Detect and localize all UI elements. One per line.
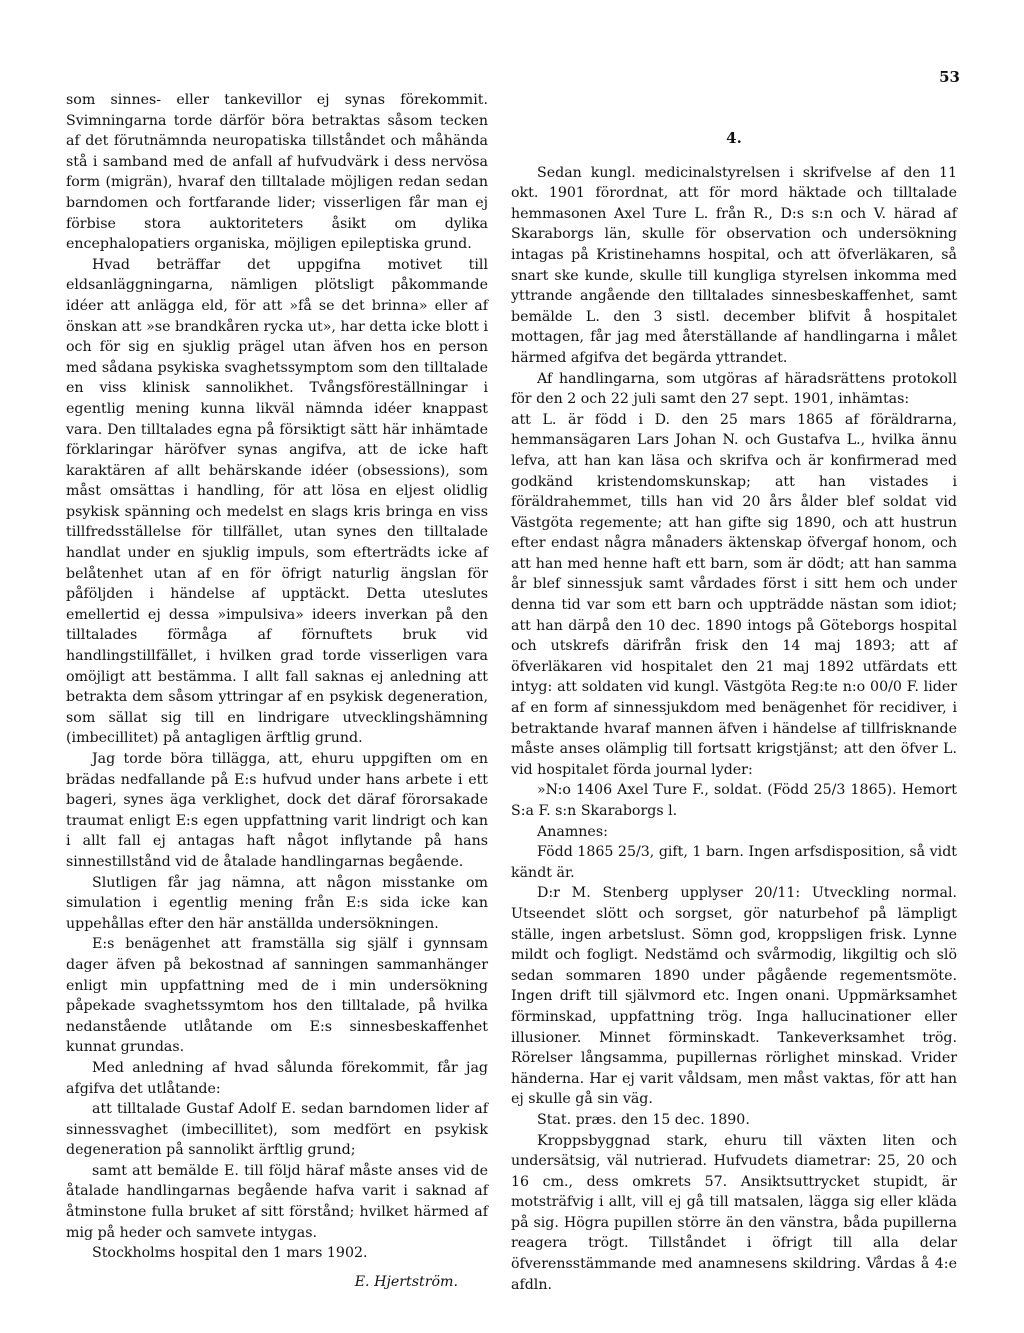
paragraph: Anamnes: [537, 823, 608, 840]
paragraph: Hvad beträffar det uppgifna motivet till eldsanläggningarna, nämligen plötsligt påkommande idéer att anlägga eld, för att »få se det brinna» eller af önskan att »se brandkåren rycka ut», har detta icke blott i och för sig en sjuklig prägel utan äfven hos en person med sådana psykiska svaghetssymptom som den tilltalade en viss klinisk sannolikhet. Tvångsföreställningar i egentlig mening kunna likväl nämnda idéer knappast vara. Den tilltalades egna på försiktigt sätt här inhämtade förklaringar häröfver synas angifva, att de icke haft karaktären af allt behärskande idéer (obsessions), som måst omsättas i handling, för att lösa en eljest olidlig psykisk spänning och medelst en slags kris bringa en viss tillfredsställelse för tillfället, utan synes den tilltalade handlat under en sjuklig impuls, som efterträdts icke af belåtenhet utan af en för öfrigt naturlig ängslan för påföljden i händelse af upptäckt. Detta uteslutes emellertid ej dessa »impulsiva» ideers inverkan på den tilltalades förmåga af förnuftets bruk vid handlingstillfället, i hvilken grad torde visserligen vara omöjligt att bestämma. I allt fall saknas ej anledning att betrakta dem såsom yttringar af en psykisk degeneration, som sällat sig till en lindrigare utvecklingshämning (imbecillitet) på antagligen ärftlig grund. [66, 256, 488, 747]
paragraph: Kroppsbyggnad stark, ehuru till växten liten och undersätsig, väl nutrierad. Hufvudets diametrar: 25, 20 och 16 cm., dess omkrets 57. Ansiktsuttrycket stupidt, är motsträfvig i allt, vill ej gå till matsalen, lägga sig eller kläda på sig. Högra pupillen större än den vänstra, båda pupillerna reagera trögt. Tillståndet i öfrigt till alla delar öfverensstämmande med anamnesens skildring. Vårdas å 4:e afdln. [511, 1132, 957, 1293]
paragraph: E:s benägenhet att framställa sig själf i gynnsam dager äfven på bekostnad af sanningen sammanhänger enligt min uppfattning med de i min undersökning påpekade svaghetssymtom hos den tilltalade, på hvilka nedanstående utlåtande om E:s sinnesbeskaffenhet kunnat grundas. [66, 936, 488, 1056]
paragraph: att tilltalade Gustaf Adolf E. sedan barndomen lider af sinnessvaghet (imbecillitet), som medfört en psykisk degeneration på sannolikt ärftlig grund; [66, 1101, 488, 1159]
right-column [511, 128, 957, 1295]
paragraph: D:r M. Stenberg upplyser 20/11: Utveckling normal. Utseendet slött och sorgset, gör naturbehof på lämpligt ställe, ingen arbetslust. Sömn god, kroppsligen frisk. Lynne mildt och fogligt. Nedstämd och svårmodig, likgiltig och slö sedan sommaren 1890 under pågående regementsmöte. Ingen drift till självmord etc. Ingen onani. Uppmärksamhet förminskad, uppfattning trög. Inga hallucinationer eller illusioner. Minnet förminskadt. Tankeverksamhet trög. Rörelser långsamma, pupillernas rörlighet minskad. Vrider händerna. Har ej varit våldsam, men måst vaktas, för att han ej skulle gå sin väg. [511, 885, 957, 1108]
paragraph: Jag torde böra tillägga, att, ehuru uppgiften om en brädas nedfallande på E:s hufvud under hans arbete i ett bageri, synes äga verklighet, dock det däraf förorsakade traumat enligt E:s egen uppfattning varit lindrigt och kan i allt fall ej antagas haft något inflytande på hans sinnestillstånd vid de åtalade handlingarnas begående. [66, 751, 488, 870]
paragraph: samt att bemälde E. till följd häraf måste anses vid de åtalade handlingarnas begående hafva varit i saknad af åtminstone fulla bruket af sitt förstånd; hvilket härmed af mig på heder och samvete intygas. [66, 1162, 488, 1241]
paragraph: Sedan kungl. medicinalstyrelsen i skrifvelse af den 11 okt. 1901 förordnat, att för mord häktade och tilltalade hemmasonen Axel Ture L. från R., D:s s:n och V. härad af Skaraborgs län, skulle för observation och undersökning intagas på Kristinehamns hospital, och att öfverläkaren, så snart ske kunde, skulle till kungliga styrelsen inkomma med yttrande angående den tilltalades sinnesbeskaffenhet, samt bemälde L. den 3 sistl. december blifvit å hospitalet mottagen, får jag med återställande af handlingarna i målet härmed afgifva det begärda yttrandet. [511, 164, 957, 366]
paragraph: att L. är född i D. den 25 mars 1865 af föräldrarna, hemmansägaren Lars Johan N. och Gustafva L., hvilka ännu lefva, att han kan läsa och skrifva och är konfirmerad med godkänd kristendomskunskap; att han vistades i föräldrahemmet, tills han vid 20 års ålder blef soldat vid Västgöta regemente; att han gifte sig 1890, och att hustrun efter endast några månaders äktenskap öfvergaf honom, och att han med henne haft ett barn, som är dödt; att han samma år blef sinnessjuk samt vårdades först i sitt hem och under denna tid var som ett barn och uppträdde nästan som idiot; att han därpå den 10 dec. 1890 intogs på Göteborgs hospital och utskrefs därifrån frisk den 14 maj 1893; att af öfverläkaren vid hospitalet den 21 maj 1892 utfärdats ett intyg: att soldaten vid kungl. Västgöta Reg:te n:o 00/0 F. lider af en form af sinnessjukdom med benägenhet för recidiver, i betraktande hvaraf mannen äfven i händelse af tillfrisknande måste anses olämplig till fortsatt krigstjänst; att den öfver L. vid hospitalet förda journal lyder: [511, 411, 957, 778]
paragraph: Slutligen får jag nämna, att någon misstanke om simulation i egentlig mening från E:s sida icke kan uppehållas efter den här anställda undersökningen. [66, 874, 488, 932]
signature: E. Hjertström. [354, 1273, 458, 1290]
paragraph: Stat. præs. den 15 dec. 1890. [537, 1111, 750, 1128]
paragraph: Stockholms hospital den 1 mars 1902. [92, 1245, 368, 1262]
paragraph: Af handlingarna, som utgöras af häradsrättens protokoll för den 2 och 22 juli samt den 27 sept. 1901, inhämtas: [511, 370, 957, 408]
paragraph: som sinnes- eller tankevillor ej synas förekommit. Svimningarna torde därför böra betraktas såsom tecken af det förutnämnda neuropatiska tillståndet och måhända stå i samband med de anfall af hufvudvärk i dess nervösa form (migrän), hvaraf den tilltalade möjligen redan sedan barndomen och fortfarande lider; visserligen får man ej förbise stora auktoriteters åsikt om dylika encephalopatiers organiska, möjligen epileptiska grund. [66, 92, 488, 253]
section-number: 4. [726, 129, 742, 147]
page-number: 53 [939, 68, 960, 86]
paragraph: Född 1865 25/3, gift, 1 barn. Ingen arfsdisposition, så vidt kändt är. [511, 844, 957, 881]
left-column [66, 90, 488, 1292]
paragraph: Med anledning af hvad sålunda förekommit, får jag afgifva det utlåtande: [66, 1059, 488, 1097]
paragraph: »N:o 1406 Axel Ture F., soldat. (Född 25/3 1865). Hemort S:a F. s:n Skaraborgs l. [511, 782, 957, 819]
